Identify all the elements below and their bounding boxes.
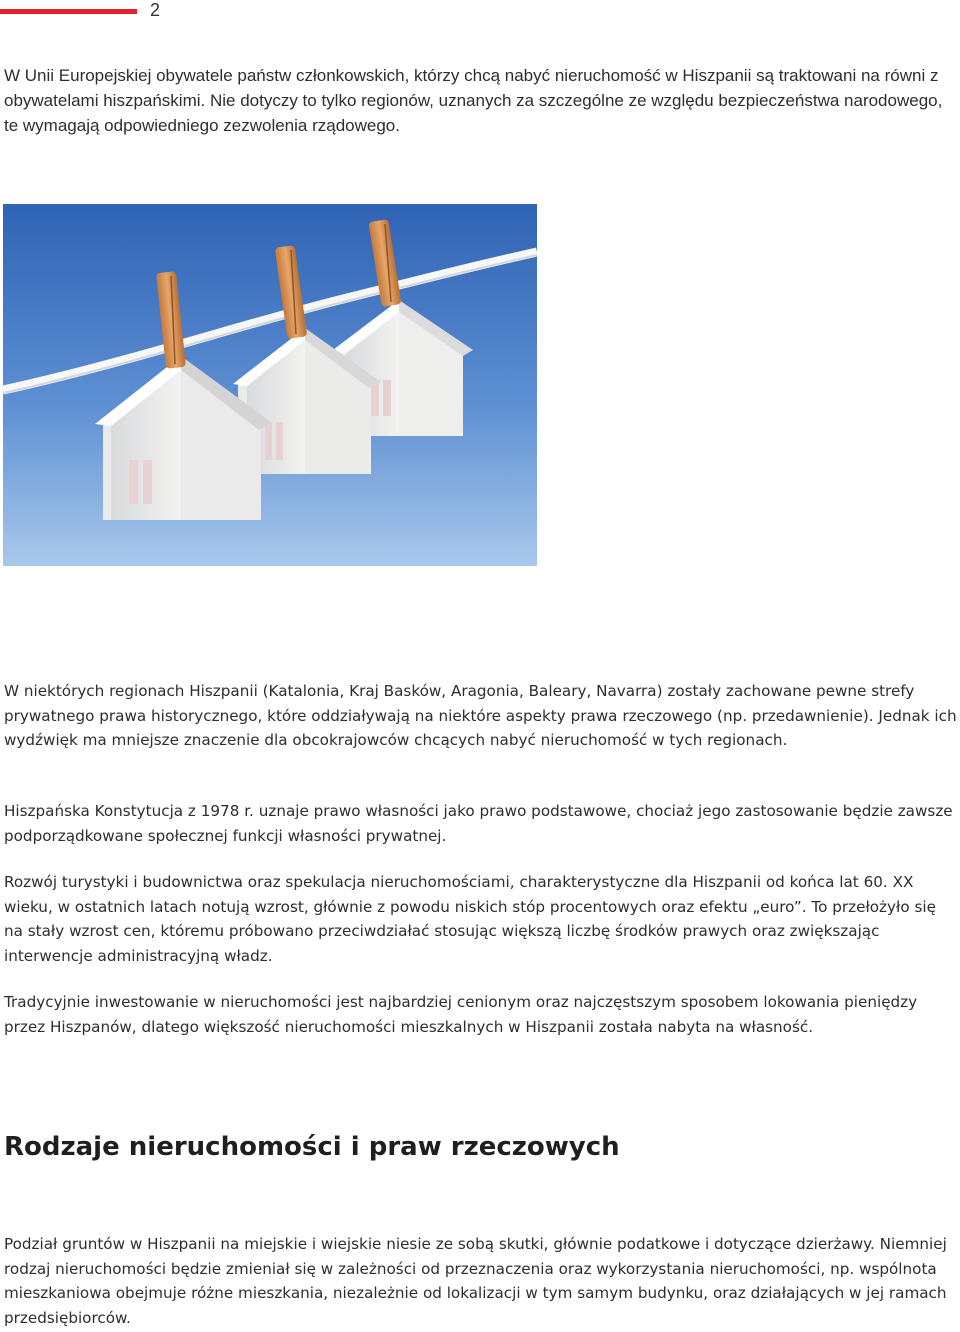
page-number: 2 bbox=[150, 0, 161, 20]
header-accent-bar bbox=[0, 9, 137, 14]
intro-paragraph: W Unii Europejskiej obywatele państw członkowskich, którzy chcą nabyć nieruchomość w Hiszpanii są traktowani na równi z obywatelami hiszpańskimi. Nie dotyczy to tylko regionów, uznanych za szczególne ze względu bezpieczeństwa narodowego, te wymagają odpowiedniego zezwolenia rządowego. bbox=[4, 66, 943, 135]
section-heading: Rodzaje nieruchomości i praw rzeczowych bbox=[4, 1132, 620, 1162]
paragraph-investment-tradition: Tradycyjnie inwestowanie w nieruchomości jest najbardziej cenionym oraz najczęstszym sposobem lokowania pieniędzy przez Hiszpanów, dlatego większość nieruchomości mieszkalnych w Hiszpanii została nabyta na własność. bbox=[4, 993, 918, 1036]
paragraph-tourism-growth: Rozwój turystyki i budownictwa oraz spekulacja nieruchomościami, charakterystyczne dla Hiszpanii od końca lat 60. XX wieku, w ostatnich latach notują wzrost, głównie z powodu niskich stóp procentowych oraz efektu „euro”. To przełożyło się na stały wzrost cen, któremu próbowano przeciwdziałać stosując większą liczbę środków prawych oraz zwiększając interwencje administracyjną władz. bbox=[4, 873, 936, 965]
paragraph-constitution: Hiszpańska Konstytucja z 1978 r. uznaje prawo własności jako prawo podstawowe, chociaż jego zastosowanie będzie zawsze podporządkowane społecznej funkcji własności prywatnej. bbox=[4, 802, 953, 845]
houses-on-clothesline-image bbox=[3, 204, 537, 566]
section-paragraph-land-division: Podział gruntów w Hiszpanii na miejskie i wiejskie niesie ze sobą skutki, głównie podatkowe i dotyczące dzierżawy. Niemniej rodzaj nieruchomości będzie zmieniał się w zależności od przeznaczenia oraz wykorzystania nieruchomości, np. wspólnota mieszkaniowa obejmuje różne mieszkania, niezależnie od lokalizacji w tym samym budynku, oraz działających w jej ramach przedsiębiorców. bbox=[4, 1235, 947, 1327]
paragraph-regional-law: W niektórych regionach Hiszpanii (Katalonia, Kraj Basków, Aragonia, Baleary, Navarra) zostały zachowane pewne strefy prywatnego prawa historycznego, które oddziaływają na niektóre aspekty prawa rzeczowego (np. przedawnienie). Jednak ich wydźwięk ma mniejsze znaczenie dla obcokrajowców chcących nabyć nieruchomość w tych regionach. bbox=[4, 682, 957, 750]
